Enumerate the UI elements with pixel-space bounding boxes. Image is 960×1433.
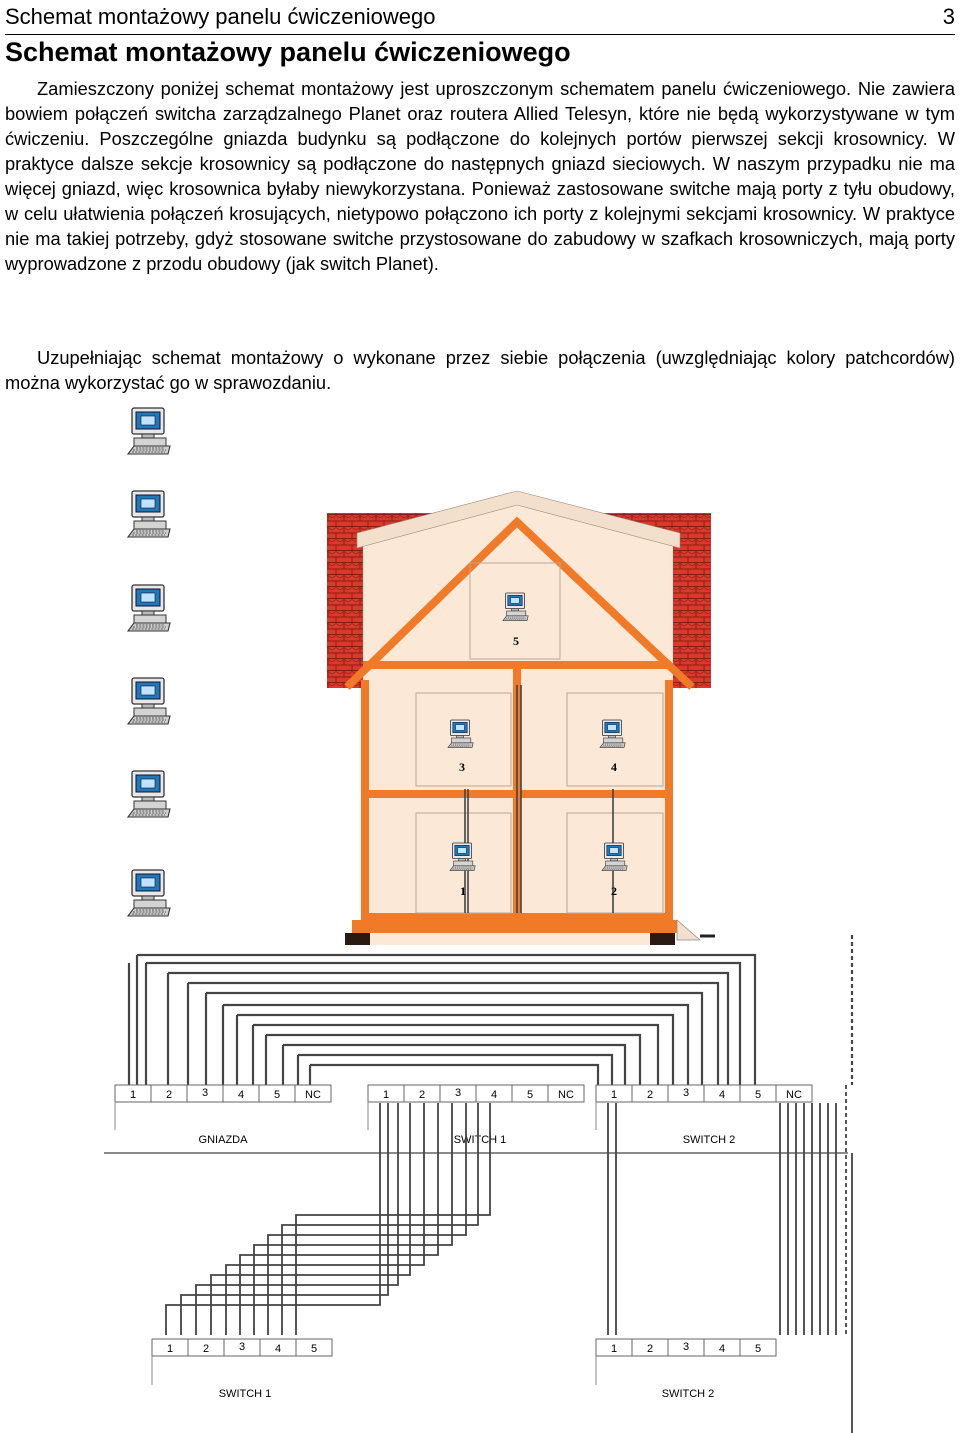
port-label: 4 bbox=[274, 1343, 282, 1355]
computer-icon bbox=[128, 870, 170, 916]
patch-panel bbox=[104, 1085, 848, 1153]
paragraph-instruction-text: Uzupełniając schemat montażowy o wykonane przez siebie połączenia (uwzględniając kolory patchcordów) można wykorzystać go w sprawozdaniu. bbox=[5, 347, 955, 393]
port-label: 3 bbox=[682, 1087, 690, 1099]
section-heading: Schemat montażowy panelu ćwiczeniowego bbox=[5, 37, 571, 67]
patch-panel-ports bbox=[115, 1085, 812, 1102]
port-label: 1 bbox=[166, 1343, 174, 1355]
house-illustration bbox=[327, 491, 715, 945]
footing-left bbox=[345, 933, 370, 945]
port-label: 4 bbox=[718, 1343, 726, 1355]
port-label: 1 bbox=[610, 1089, 618, 1101]
computer-icon bbox=[128, 585, 170, 631]
port-label: 3 bbox=[454, 1087, 462, 1099]
switch-1-label: SWITCH 1 bbox=[218, 1388, 272, 1400]
computer-icon bbox=[128, 771, 170, 817]
port-label: 2 bbox=[646, 1343, 654, 1355]
port-label: 1 bbox=[129, 1089, 137, 1101]
footing-right bbox=[650, 933, 675, 945]
port-label: 5 bbox=[754, 1089, 762, 1101]
room-number: 4 bbox=[611, 760, 617, 774]
port-label: 1 bbox=[610, 1343, 618, 1355]
port-label: NC bbox=[305, 1089, 321, 1101]
computer-icon bbox=[128, 408, 170, 454]
paragraph-description bbox=[5, 76, 955, 276]
trunk-cables bbox=[129, 935, 852, 1085]
page-header bbox=[5, 0, 955, 35]
header-title: Schemat montażowy panelu ćwiczeniowego bbox=[5, 4, 436, 29]
computer-icon bbox=[128, 491, 170, 537]
foundation bbox=[352, 920, 677, 933]
switch-2 bbox=[596, 1339, 776, 1400]
port-label: 3 bbox=[238, 1341, 246, 1353]
port-label: 2 bbox=[165, 1089, 173, 1101]
port-label: 5 bbox=[310, 1343, 318, 1355]
mounting-diagram bbox=[0, 395, 960, 1433]
section-label-switch-1: SWITCH 1 bbox=[453, 1134, 507, 1146]
paragraph-description-text: Zamieszczony poniżej schemat montażowy jest uproszczonym schematem panelu ćwiczeniowego. Nie zawiera bowiem połączeń switcha zarządzalnego Planet oraz routera Allied Telesyn, które nie będą wykorzystywane w tym ćwiczeniu. Poszczególne gniazda budynku są podłączone do kolejnych portów pierwszej sekcji krosownicy. W praktyce dalsze sekcje krosownicy są podłączone do następnych gniazd sieciowych. W naszym przypadku nie ma więcej gniazd, więc krosownica byłaby niewykorzystana. Ponieważ zastosowane switche mają porty z tyłu obudowy, w celu ułatwienia połączeń krosujących, nietypowo połączono ich porty z kolejnymi sekcjami krosownicy. W praktyce nie ma takiej potrzeby, gdyż stosowane switche przystosowane do zabudowy w szafkach krosowniczych, mają porty wyprowadzone z przodu obudowy (jak switch Planet). bbox=[5, 78, 955, 274]
switch-2-label: SWITCH 2 bbox=[661, 1388, 715, 1400]
section-label-gniazda: GNIAZDA bbox=[198, 1134, 248, 1146]
port-label: 3 bbox=[201, 1087, 209, 1099]
switch-1 bbox=[152, 1339, 332, 1400]
computer-icon bbox=[600, 720, 625, 748]
port-label: 5 bbox=[754, 1343, 762, 1355]
port-label: 5 bbox=[526, 1089, 534, 1101]
port-label: 4 bbox=[718, 1089, 726, 1101]
port-label: NC bbox=[558, 1089, 574, 1101]
port-label: 4 bbox=[490, 1089, 498, 1101]
room-number: 2 bbox=[611, 884, 617, 898]
port-label: 4 bbox=[237, 1089, 245, 1101]
paragraph-instruction bbox=[5, 345, 955, 395]
switch-cables bbox=[166, 1085, 852, 1433]
room-number: 1 bbox=[460, 884, 466, 898]
port-label: NC bbox=[786, 1089, 802, 1101]
port-label: 1 bbox=[382, 1089, 390, 1101]
page-number: 3 bbox=[942, 4, 955, 29]
port-label: 2 bbox=[202, 1343, 210, 1355]
room-number: 3 bbox=[459, 760, 465, 774]
room-number: 5 bbox=[513, 634, 519, 648]
section-label-switch-2: SWITCH 2 bbox=[682, 1134, 736, 1146]
computer-icon bbox=[448, 720, 473, 748]
computer-icon bbox=[128, 678, 170, 724]
step bbox=[677, 920, 700, 940]
workstation-column bbox=[128, 408, 170, 916]
computer-icon bbox=[602, 843, 627, 871]
port-label: 3 bbox=[682, 1341, 690, 1353]
computer-icon bbox=[503, 593, 528, 621]
port-label: 2 bbox=[646, 1089, 654, 1101]
port-label: 2 bbox=[418, 1089, 426, 1101]
port-label: 5 bbox=[273, 1089, 281, 1101]
computer-icon bbox=[450, 843, 475, 871]
